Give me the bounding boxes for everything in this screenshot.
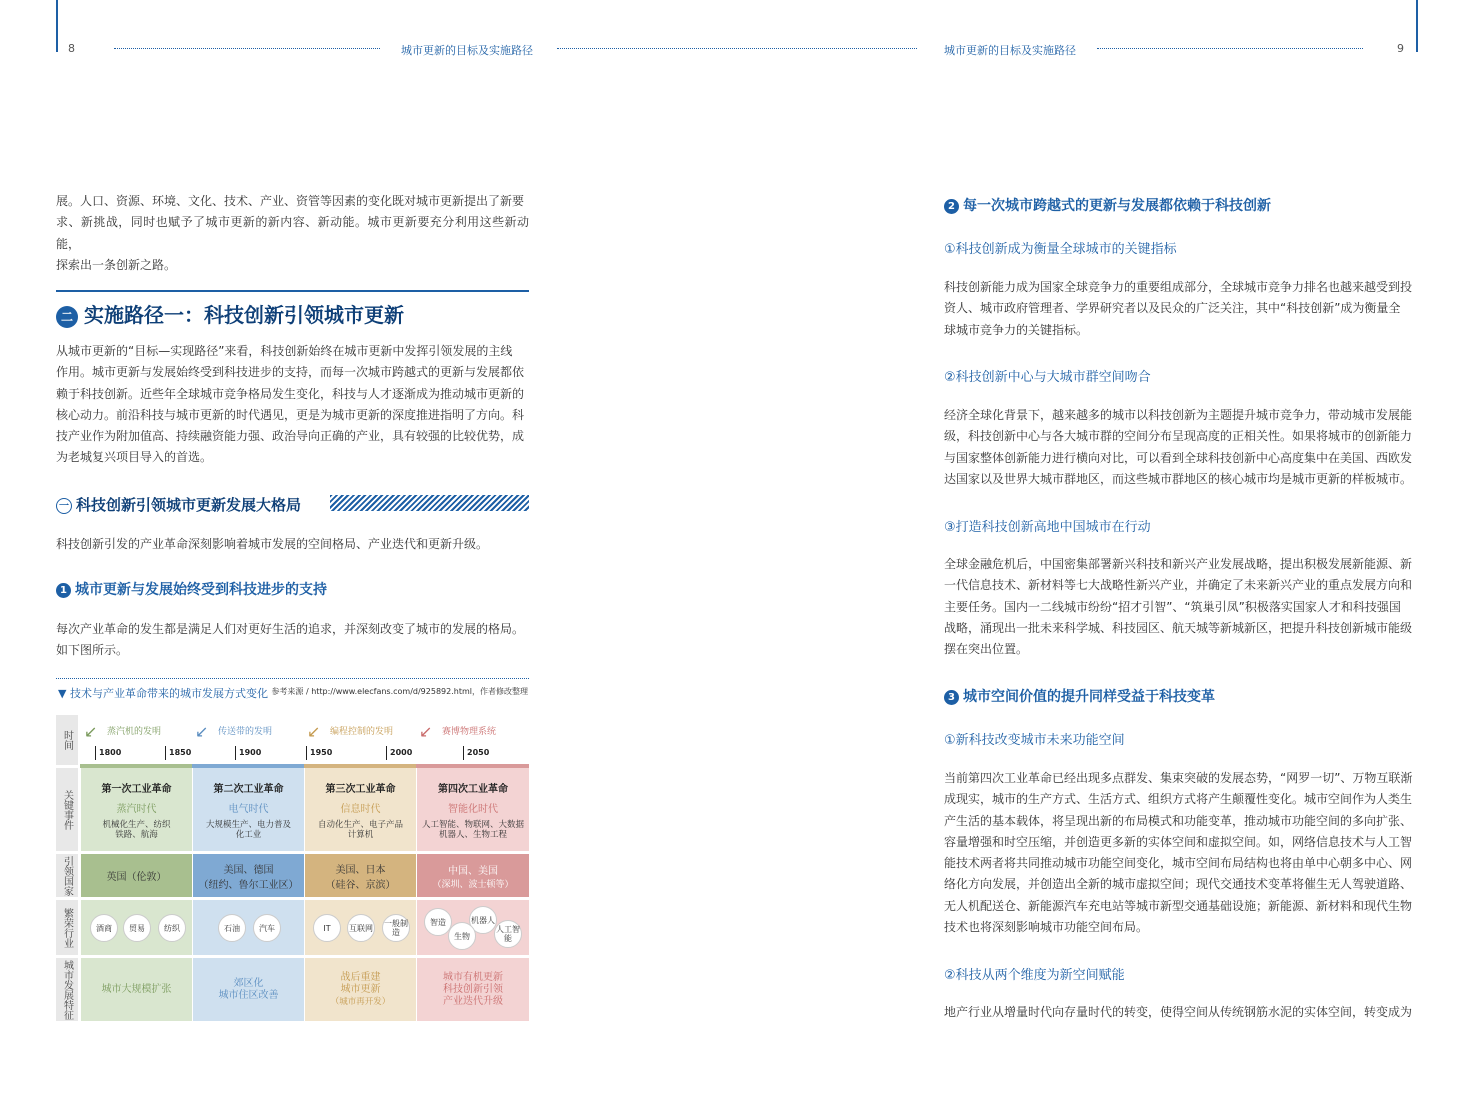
section-number-badge: 二	[56, 306, 78, 328]
right-margin-rule	[1416, 0, 1418, 52]
year-tick	[165, 746, 166, 760]
arrow-icon: ↙	[84, 722, 98, 741]
section-heading	[56, 299, 404, 328]
era-desc-line: 计算机	[347, 829, 374, 840]
figure-caption	[58, 685, 268, 701]
arrow-icon: ↙	[195, 722, 209, 741]
feature-line: 产业迭代升级	[443, 995, 503, 1007]
era-desc-line: 机械化生产、纺织	[102, 819, 171, 830]
arrow-icon: ↙	[307, 722, 321, 741]
point-number-badge: 2	[944, 199, 959, 214]
subpoint-body	[944, 1002, 1417, 1023]
subsection-heading	[56, 494, 301, 515]
header-dotted-rule	[1097, 48, 1363, 49]
industry-bubble: 纺织	[158, 914, 186, 942]
subpoint-heading: ①科技创新成为衡量全球城市的关键指标	[944, 242, 1177, 257]
country-line: 美国、日本	[335, 864, 386, 876]
point-body	[56, 619, 529, 662]
era-desc-line: 化工业	[235, 829, 262, 840]
industry-bubble: 人工智能	[494, 920, 522, 948]
era-title: 第三次工业革命	[325, 783, 396, 795]
text-line: 作用。城市更新与发展始终受到科技进步的支持，而每一次城市跨越式的更新与发展都依	[56, 365, 525, 380]
text-line: 球城市竞争力的关键指标。	[944, 322, 1089, 337]
industry-bubble: 石油	[218, 914, 246, 942]
text-line: 每次产业革命的发生都是满足人们对更好生活的追求，并深刻改变了城市的发展的格局。	[56, 622, 525, 636]
invention-label: 编程控制的发明	[330, 727, 394, 737]
point-heading	[944, 686, 1215, 706]
country-cell	[417, 854, 529, 897]
section-title: 实施路径一：科技创新引领城市更新	[84, 303, 404, 327]
feature-cell	[417, 958, 529, 1021]
section-body	[56, 341, 529, 469]
text-line: 从城市更新的“目标—实现路径”来看，科技创新始终在城市更新中发挥引领发展的主线	[56, 344, 513, 358]
subpoint-heading: ②科技从两个维度为新空间赋能	[944, 968, 1125, 983]
subpoint-heading: ②科技创新中心与大城市群空间吻合	[944, 370, 1151, 385]
text-line: 探索出一条创新之路。	[56, 257, 177, 272]
era-desc-line: 机器人、生物工程	[438, 829, 507, 840]
text-line: 科技创新能力成为国家全球竞争力的重要组成部分，全球城市竞争力排名也越来越受到投	[944, 280, 1413, 294]
era-desc-line: 铁路、航海	[115, 829, 158, 840]
row-label-events: 关键事件	[56, 768, 78, 851]
text-line: 与国家整体创新能力进行横向对比，可以看到全球科技创新中心高度集中在美国、西欧发	[944, 450, 1413, 465]
text-line: 产生活的基本载体，将呈现出新的布局模式和功能变革，推动城市功能空间的多向扩张、	[944, 813, 1413, 828]
era-title: 第二次工业革命	[213, 783, 284, 795]
era-title: 第四次工业革命	[438, 783, 508, 795]
text-line: 赖于科技创新。近些年全球城市竞争格局发生变化，科技与人才逐渐成为推动城市更新的	[56, 386, 525, 401]
subpoint-body	[944, 405, 1417, 490]
text-line: 全球金融危机后，中国密集部署新兴科技和新兴产业发展战略，提出积极发展新能源、新	[944, 557, 1413, 571]
row-label-industries: 繁荣行业	[56, 900, 78, 955]
row-label-time: 时间	[56, 715, 78, 765]
industry-bubble: 酒商	[90, 914, 118, 942]
industry-bubble: 智造	[424, 908, 452, 936]
running-head-left: 城市更新的目标及实施路径	[401, 44, 533, 57]
year-label: 1950	[310, 748, 333, 757]
year-tick	[386, 746, 387, 760]
era-cell	[193, 768, 304, 851]
year-label: 1850	[169, 748, 192, 757]
text-line: 达国家以及世界大城市群地区，而这些城市群地区的核心城市均是城市更新的样板城市。	[944, 471, 1413, 486]
feature-line: 城市更新	[340, 983, 381, 995]
point-number-badge: 3	[944, 690, 959, 705]
point-title: 城市更新与发展始终受到科技进步的支持	[75, 582, 327, 598]
invention-label: 蒸汽机的发明	[107, 727, 162, 737]
industry-bubble: 一般制造	[382, 914, 410, 942]
feature-line: 城市有机更新	[443, 971, 503, 983]
point-title: 城市空间价值的提升同样受益于科技变革	[963, 689, 1215, 705]
year-tick	[235, 746, 236, 760]
feature-line: （城市再开发）	[330, 996, 391, 1007]
country-line: （硅谷、京滨）	[325, 879, 396, 891]
text-line: 经济全球化背景下，越来越多的城市以科技创新为主题提升城市竞争力，带动城市发展能	[944, 408, 1413, 422]
era-desc-line: 自动化生产、电子产品	[317, 819, 403, 830]
text-line: 技产业作为附加值高、持续融资能力强、政治导向正确的产业，具有较强的比较优势，成	[56, 429, 525, 444]
invention-label: 赛博物理系统	[442, 727, 497, 737]
text-line: 成现实，城市的生产方式、生活方式、组织方式将产生颠覆性变化。城市空间作为人类生	[944, 792, 1413, 807]
era-desc-line: 人工智能、物联网、大数据	[421, 819, 524, 830]
industry-bubble: 贸易	[123, 914, 151, 942]
industry-bubble: 汽车	[253, 914, 281, 942]
subpoint-body	[944, 554, 1417, 660]
industry-cell	[193, 900, 304, 955]
feature-cell	[305, 958, 416, 1021]
text-line: 为老城复兴项目导入的首选。	[56, 450, 213, 465]
text-line: 一代信息技术、新材料等七大战略性新兴产业，并确定了未来新兴产业的重点发展方向和	[944, 578, 1413, 593]
text-line: 络化方向发展，并创造出全新的城市虚拟空间；现代交通技术变革将催生无人驾驶道路、	[944, 877, 1413, 892]
industry-bubble: 机器人	[469, 906, 497, 934]
text-line: 主要任务。国内一二线城市纷纷“招才引智”、“筑巢引凤”积极落实国家人才和科技强国	[944, 599, 1401, 614]
point-number-badge: 1	[56, 583, 71, 598]
page-number-left: 8	[68, 42, 75, 55]
subsection-title: 科技创新引领城市更新发展大格局	[76, 496, 302, 514]
era-title: 第一次工业革命	[101, 783, 172, 795]
year-label: 1900	[239, 748, 262, 757]
country-line: 英国（伦敦）	[106, 872, 167, 883]
feature-line: 战后重建	[340, 971, 381, 983]
header-dotted-rule	[114, 48, 380, 49]
text-line: 求、新挑战，同时也赋予了城市更新的新内容、新动能。城市更新要充分利用这些新动能，	[56, 215, 529, 251]
text-line: 当前第四次工业革命已经出现多点群发、集束突破的发展态势，“网罗一切”、万物互联渐	[944, 771, 1413, 785]
text-line: 战略，涌现出一批未来科学城、科技园区、航天城等新城新区，把提升科技创新城市能级	[944, 620, 1413, 635]
subpoint-body	[944, 768, 1417, 938]
country-line: （深圳、波士顿等）	[432, 879, 514, 890]
text-line: 技术也将深刻影响城市功能空间布局。	[944, 920, 1149, 935]
subsection-body: 科技创新引发的产业革命深刻影响着城市发展的空间格局、产业迭代和更新升级。	[56, 537, 489, 551]
caption-marker: ▼	[58, 687, 67, 700]
country-cell	[305, 854, 416, 897]
row-label-features: 城市发展特征	[56, 958, 78, 1021]
text-line: 资人、城市政府管理者、学界研究者以及民众的广泛关注，其中“科技创新”成为衡量全	[944, 301, 1401, 316]
country-line: 美国、德国	[223, 864, 274, 876]
era-subtitle: 电气时代	[228, 803, 269, 815]
industry-bubble: 生物	[448, 922, 476, 950]
point-title: 每一次城市跨越式的更新与发展都依赖于科技创新	[963, 198, 1271, 214]
section-top-rule	[56, 290, 529, 292]
country-line: 中国、美国	[448, 865, 498, 877]
subpoint-body	[944, 277, 1417, 341]
text-line: 摆在突出位置。	[944, 642, 1029, 657]
feature-line: 郊区化	[233, 977, 264, 989]
subpoint-heading: ①新科技改变城市未来功能空间	[944, 733, 1125, 748]
feature-cell	[193, 958, 304, 1021]
year-label: 1800	[99, 748, 122, 757]
invention-label: 传送带的发明	[218, 727, 273, 737]
country-cell	[193, 854, 304, 897]
era-subtitle: 蒸汽时代	[116, 803, 157, 815]
era-cell	[417, 768, 529, 851]
era-cell	[305, 768, 416, 851]
text-line: 如下图所示。	[56, 643, 129, 658]
year-tick	[95, 746, 96, 760]
point-heading	[944, 195, 1271, 215]
heading-hatch-decoration	[330, 495, 529, 511]
era-subtitle: 信息时代	[340, 803, 381, 815]
figure-source: 参考来源 / http://www.elecfans.com/d/925892.html，作者修改整理	[271, 687, 528, 696]
industry-bubble: 互联网	[347, 914, 375, 942]
text-line: 核心动力。前沿科技与城市更新的时代遇见，更是为城市更新的深度推进指明了方向。科	[56, 407, 525, 422]
feature-line: 城市大规模扩张	[101, 983, 172, 995]
country-line: （纽约、鲁尔工业区）	[198, 879, 299, 891]
text-line: 无人机配送仓、新能源汽车充电站等城市新型交通基础设施；新能源、新材料和现代生物	[944, 898, 1413, 913]
subpoint-heading: ③打造科技创新高地中国城市在行动	[944, 520, 1151, 535]
subsection-number-badge: 一	[56, 498, 72, 514]
text-line: 级，科技创新中心与各大城市群的空间分布呈现高度的正相关性。如果将城市的创新能力	[944, 429, 1413, 444]
row-label-countries: 引领国家	[56, 854, 78, 897]
intro-paragraph	[56, 191, 529, 276]
text-line: 展。人口、资源、环境、文化、技术、产业、资管等因素的变化既对城市更新提出了新要	[56, 194, 525, 208]
header-dotted-rule	[557, 48, 917, 49]
era-cell	[81, 768, 192, 851]
country-cell	[81, 854, 192, 897]
left-margin-rule	[56, 0, 58, 52]
year-tick	[463, 746, 464, 760]
feature-cell	[81, 958, 192, 1021]
caption-text: 技术与产业革命带来的城市发展方式变化	[69, 687, 268, 700]
arrow-icon: ↙	[419, 722, 433, 741]
text-line: 能技术两者将共同推动城市功能空间变化，城市空间布局结构也将由单中心朝多中心、网	[944, 856, 1413, 871]
industry-bubble: IT	[313, 914, 341, 942]
text-line: 容量增强和时空压缩，并创造更多新的实体空间和虚拟空间。如，网络信息技术与人工智	[944, 834, 1413, 849]
era-subtitle: 智能化时代	[448, 803, 498, 815]
feature-line: 城市住区改善	[218, 989, 279, 1001]
running-head-right: 城市更新的目标及实施路径	[944, 44, 1076, 57]
feature-line: 科技创新引领	[443, 983, 503, 995]
year-label: 2000	[390, 748, 413, 757]
page-number-right: 9	[1397, 42, 1404, 55]
era-desc-line: 大规模生产、电力普及	[205, 819, 291, 830]
point-heading	[56, 579, 327, 599]
year-tick	[306, 746, 307, 760]
figure-top-rule	[56, 678, 529, 679]
text-line: 地产行业从增量时代向存量时代的转变，使得空间从传统钢筋水泥的实体空间，转变成为	[944, 1005, 1413, 1019]
year-label: 2050	[467, 748, 490, 757]
